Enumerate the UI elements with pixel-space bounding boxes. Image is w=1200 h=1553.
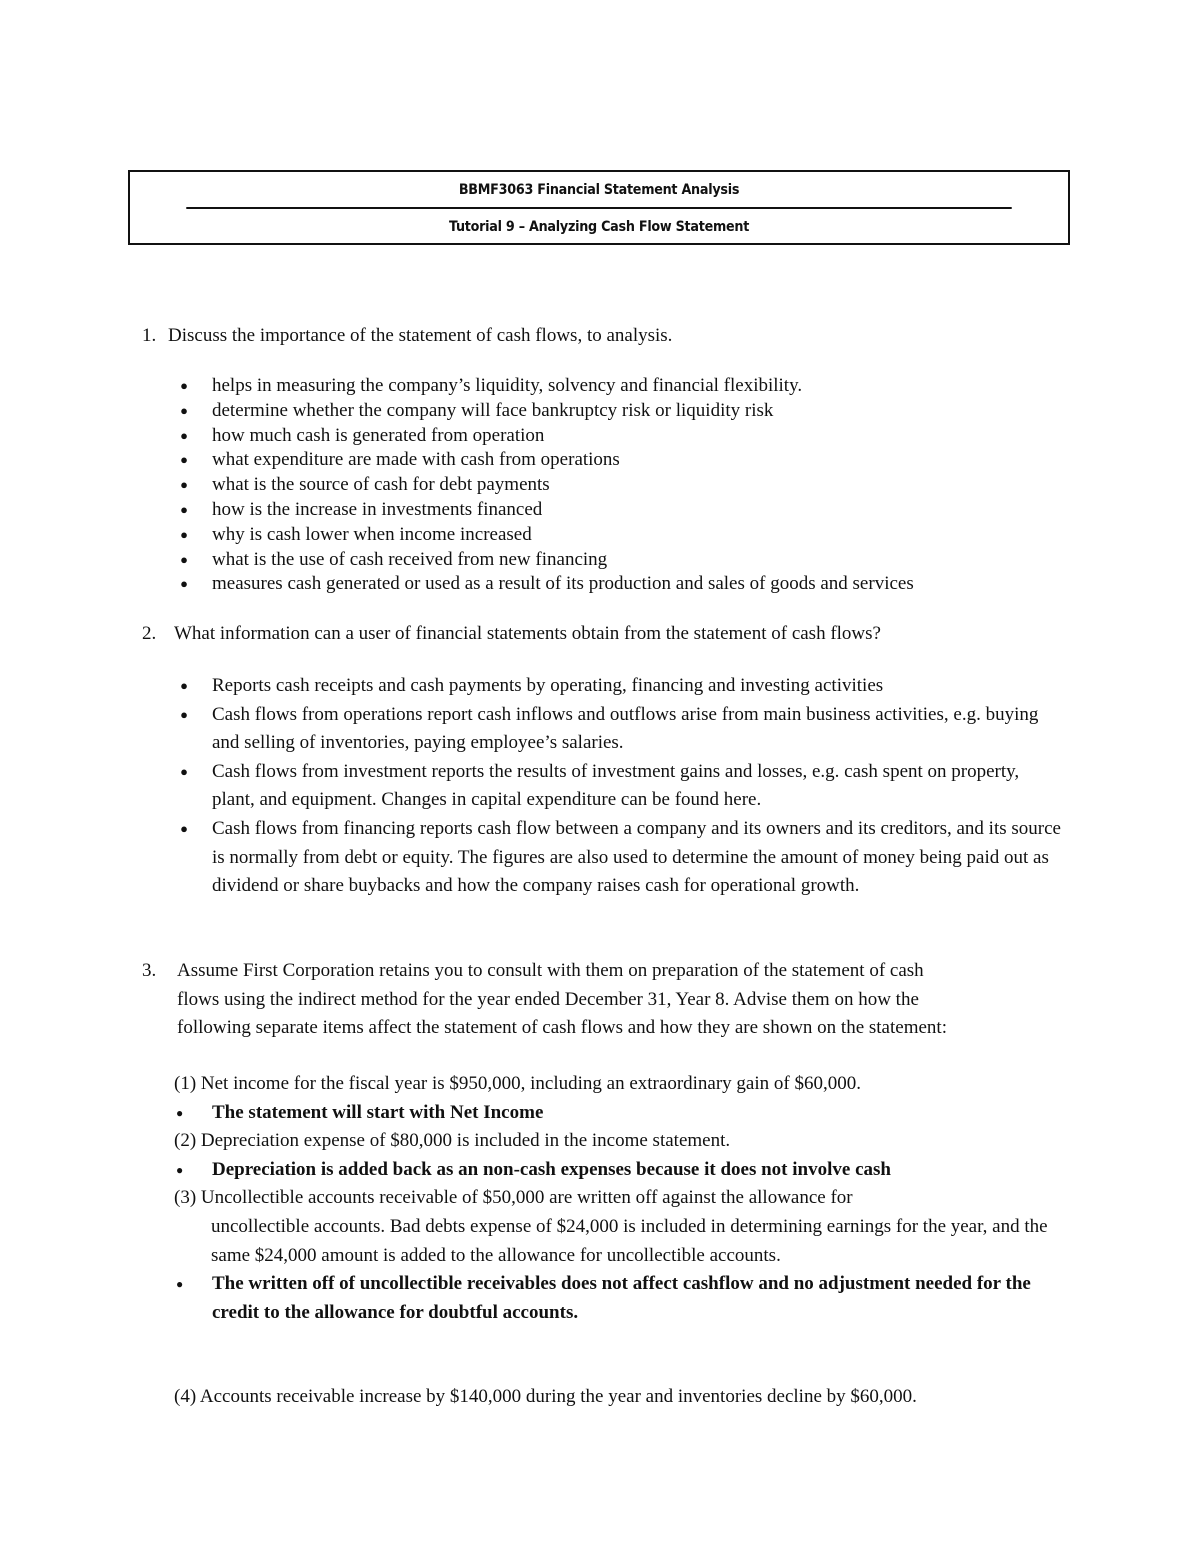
bullet-icon: ● (180, 576, 188, 592)
list-item: ● Reports cash receipts and cash payments by operating, financing and investing activities (172, 672, 1062, 701)
list-item: ● how is the increase in investments financed (172, 498, 1062, 523)
bullet-icon: ● (180, 378, 188, 393)
bullet-icon: ● (180, 452, 188, 468)
bullet-icon: ● (180, 427, 188, 443)
q3-items (174, 1070, 1064, 1327)
bullet-icon: ● (180, 477, 188, 493)
list-item: ● Cash flows from investment reports the results of investment gains and losses, e.g. cash spent on property, plant, and equipment. Changes in capital expenditure can be found here. (172, 758, 1062, 815)
q3-answer-1: ● The statement will start with Net Income (174, 1099, 1064, 1128)
list-item: ● what expenditure are made with cash from operations (172, 448, 1062, 473)
list-item: ● helps in measuring the company’s liquidity, solvency and financial flexibility. (172, 374, 1062, 399)
q3-item-4: (4) Accounts receivable increase by $140,000 during the year and inventories decline by $60,000. (174, 1386, 917, 1407)
bullet-icon: ● (180, 820, 188, 836)
q2-bullet-list (172, 672, 1062, 901)
tutorial-title: Tutorial 9 – Analyzing Cash Flow Statement (448, 219, 750, 235)
q3-question: Assume First Corporation retains you to consult with them on preparation of the statement of cash flows using the indirect method for the year ended December 31, Year 8. Advise them on how the following separate items affect the statement of cash flows and how they are shown on the statement: (177, 960, 947, 1039)
bullet-icon: ● (180, 501, 188, 517)
list-item: ● what is the source of cash for debt payments (172, 473, 1062, 498)
q1-number: 1. (142, 325, 157, 346)
list-item: ● how much cash is generated from operation (172, 424, 1062, 449)
q3-answer-3: ● The written off of uncollectible receivables does not affect cashflow and no adjustment needed for the credit to the allowance for doubtful accounts. (174, 1270, 1064, 1327)
list-item: ● why is cash lower when income increased (172, 523, 1062, 548)
list-item: ● Cash flows from operations report cash inflows and outflows arise from main business activities, e.g. buying and selling of inventories, paying employee’s salaries. (172, 701, 1062, 758)
bullet-icon: ● (176, 1162, 184, 1177)
bullet-icon: ● (180, 706, 188, 722)
q2-question: What information can a user of financial statements obtain from the statement of cash flows? (174, 623, 881, 644)
course-title: BBMF3063 Financial Statement Analysis (186, 172, 1011, 209)
bullet-icon: ● (180, 526, 188, 542)
bullet-icon: ● (180, 551, 188, 567)
q3-item-2: (2) Depreciation expense of $80,000 is included in the income statement. (174, 1130, 731, 1152)
q3-item-1: (1) Net income for the fiscal year is $950,000, including an extraordinary gain of $60,000. (174, 1073, 861, 1094)
list-item: ● determine whether the company will face bankruptcy risk or liquidity risk (172, 399, 1062, 424)
bullet-icon: ● (176, 1277, 184, 1292)
bullet-icon: ● (176, 1105, 184, 1120)
q1-question: Discuss the importance of the statement of cash flows, to analysis. (168, 325, 673, 346)
list-item: ● measures cash generated or used as a result of its production and sales of goods and services (172, 572, 1062, 597)
q3-number: 3. (142, 960, 157, 981)
list-item: ● Cash flows from financing reports cash flow between a company and its owners and its creditors, and its source is normally from debt or equity. The figures are also used to determine the amount of money being paid out as dividend or share buybacks and how the company raises cash for operational growth. (172, 815, 1062, 901)
q2-number: 2. (142, 623, 157, 644)
q3-item-3: (3) Uncollectible accounts receivable of $50,000 are written off against the allowance for uncollectible accounts. Bad debts expense of $24,000 is included in determining earnings for the year, and the same $24,000 amount is added to the allowance for uncollectible accounts. (174, 1187, 1048, 1266)
list-item: ● what is the use of cash received from new financing (172, 548, 1062, 573)
bullet-icon: ● (180, 678, 188, 693)
q3-answer-2: ● Depreciation is added back as an non-cash expenses because it does not involve cash (174, 1156, 1064, 1185)
q1-bullet-list (172, 374, 1062, 597)
bullet-icon: ● (180, 402, 188, 418)
title-table (128, 170, 1070, 245)
bullet-icon: ● (180, 763, 188, 779)
